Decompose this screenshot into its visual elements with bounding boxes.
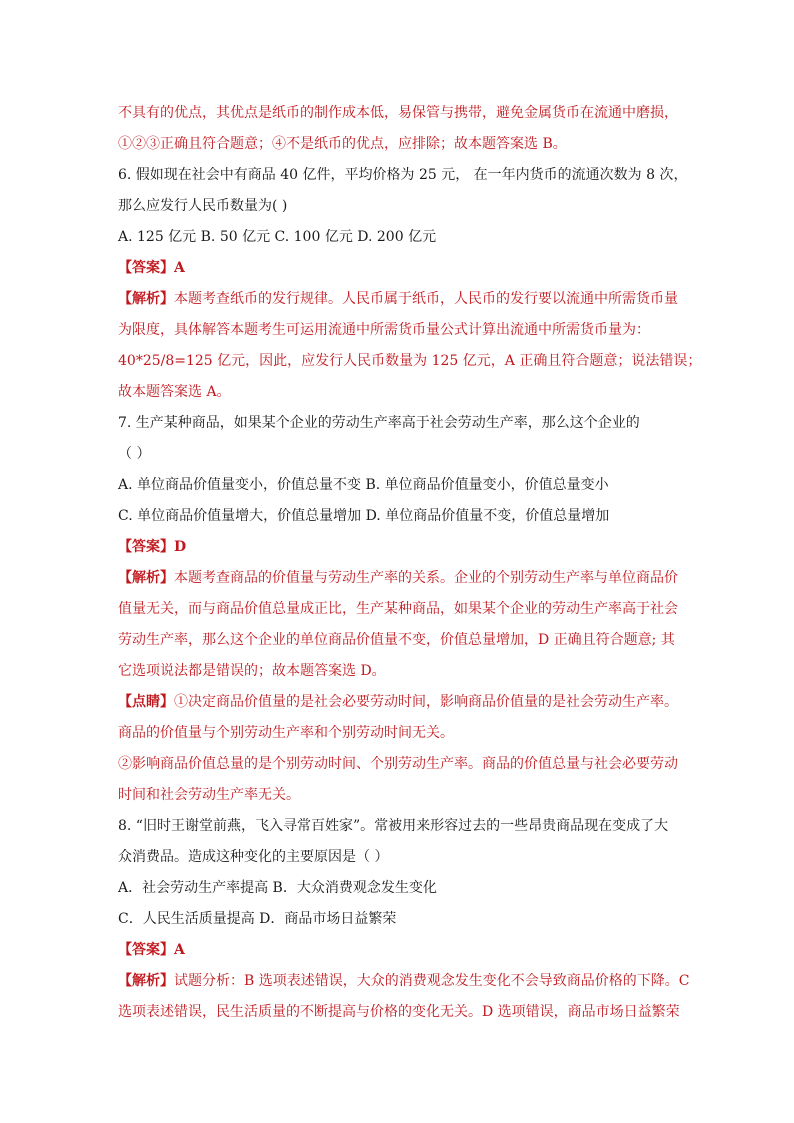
text-line: 故本题答案选 A。 [118,384,231,400]
text-line: C．人民生活质量提高 D．商品市场日益繁荣 [118,911,397,927]
text-line: 它选项说法都是错误的；故本题答案选 D。 [118,663,386,679]
text-content: 本题考查商品的价值量与劳动生产率的关系。企业的个别劳动生产率与单位商品价 [174,570,678,586]
text-line: 商品的价值量与个别劳动生产率和个别劳动时间无关。 [118,725,454,741]
text-line: ①②③正确且符合题意；④不是纸币的优点，应排除；故本题答案选 B。 [118,136,567,152]
text-line: C. 单位商品价值量增大，价值总量增加 D. 单位商品价值量不变，价值总量增加 [118,508,610,524]
text-line: 时间和社会劳动生产率无关。 [118,787,300,803]
text-line: A. 125 亿元 B. 50 亿元 C. 100 亿元 D. 200 亿元 [118,229,437,245]
text-line: A．社会劳动生产率提高 B．大众消费观念发生变化 [118,880,437,896]
text-line: 6. 假如现在社会中有商品 40 亿件，平均价格为 25 元， 在一年内货币的流通次数为 8 次， [118,167,688,183]
text-line: 众消费品。造成这种变化的主要原因是（ ） [118,849,389,865]
answer-line: 【答案】A [118,260,185,276]
text-line: 那么应发行人民币数量为( ) [118,198,288,214]
text-line: 40*25/8=125 亿元，因此，应发行人民币数量为 125 亿元，A 正确且符合题意；说法错误； [118,353,702,369]
answer-line: 【答案】D [118,539,187,555]
text-line: 劳动生产率，那么这个企业的单位商品价值量不变，价值总量增加，D 正确且符合题意; 其 [118,632,675,648]
text-line: ②影响商品价值总量的是个别劳动时间、个别劳动生产率。商品的价值总量与社会必要劳动 [118,756,678,772]
text-line: 选项表述错误，民生活质量的不断提高与价格的变化无关。D 选项错误，商品市场日益繁荣 [118,1004,680,1020]
text-content: 试题分析：B 选项表述错误，大众的消费观念发生变化不会导致商品价格的下降。C [174,973,690,989]
answer-line: 【答案】A [118,942,185,958]
section-tag: 【点睛】 [118,694,174,710]
text-content: ①决定商品价值量的是社会必要劳动时间，影响商品价值量的是社会劳动生产率。 [174,694,678,710]
text-line [118,289,678,309]
text-line: 不具有的优点，其优点是纸币的制作成本低，易保管与携带，避免金属货币在流通中磨损， [118,105,678,121]
text-line [118,971,689,991]
text-line: 为限度，具体解答本题考生可运用流通中所需货币量公式计算出流通中所需货币量为： [118,322,650,338]
text-line: 7. 生产某种商品，如果某个企业的劳动生产率高于社会劳动生产率，那么这个企业的 [118,415,640,431]
section-tag: 【解析】 [118,973,174,989]
text-line [118,692,678,712]
text-line [118,568,678,588]
text-line: （ ） [118,446,151,462]
section-tag: 【解析】 [118,291,174,307]
text-line: 8. “旧时王谢堂前燕，飞入寻常百姓家”。常被用来形容过去的一些昂贵商品现在变成了大 [118,818,669,834]
text-line: 值量无关，而与商品价值总量成正比，生产某种商品，如果某个企业的劳动生产率高于社会 [118,601,678,617]
text-line: A. 单位商品价值量变小，价值总量不变 B. 单位商品价值量变小，价值总量变小 [118,477,609,493]
text-content: 本题考查纸币的发行规律。人民币属于纸币，人民币的发行要以流通中所需货币量 [174,291,678,307]
section-tag: 【解析】 [118,570,174,586]
